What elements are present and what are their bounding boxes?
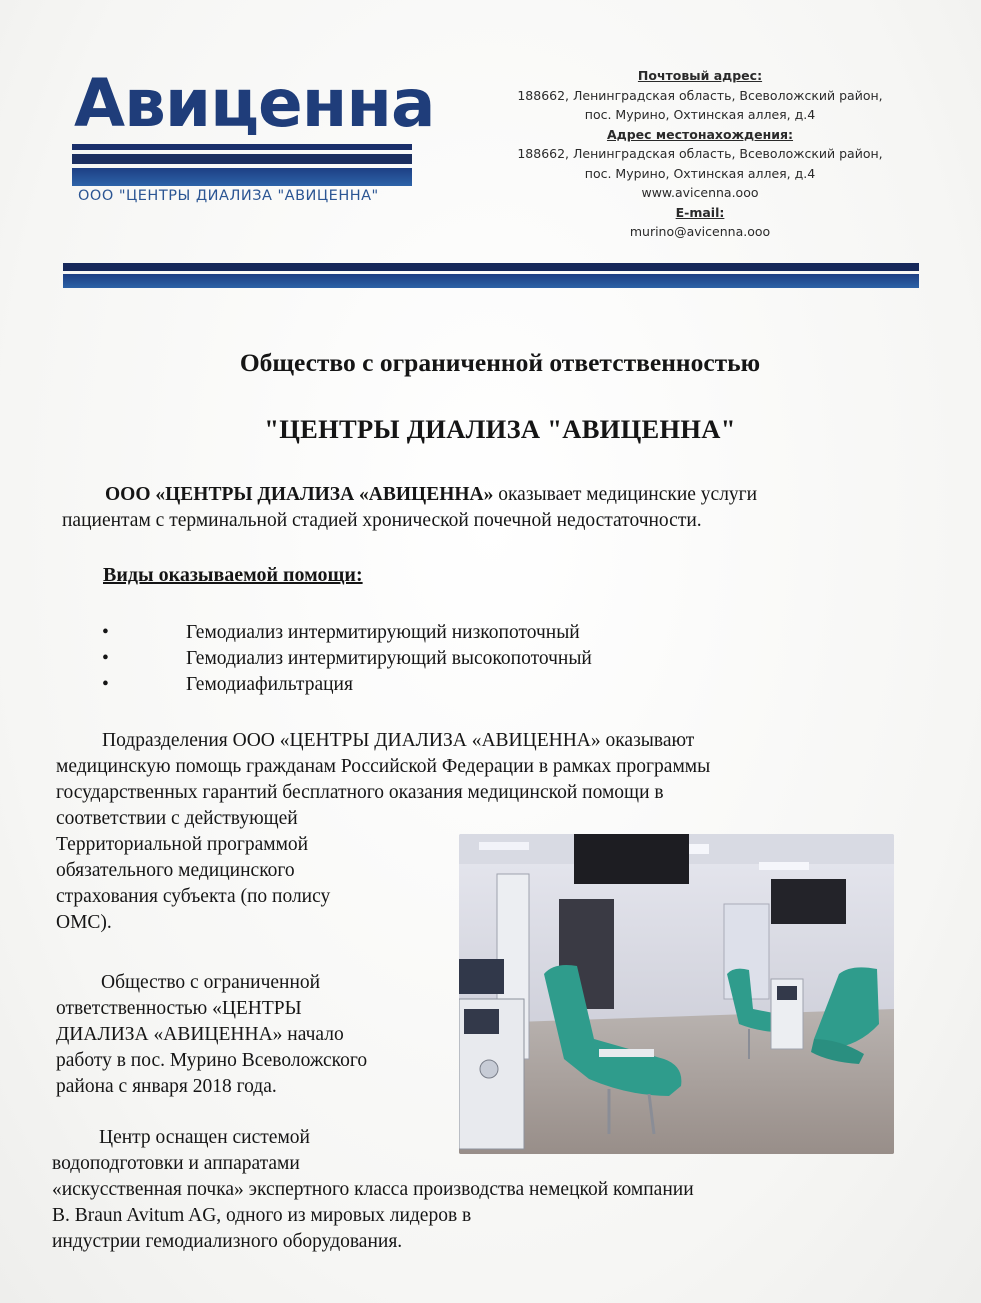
logo-stripe [72, 144, 412, 150]
paragraph-line: B. Braun Avitum AG, одного из мировых лидеров в [52, 1205, 472, 1226]
tv-screen [771, 879, 846, 924]
header-rule [63, 274, 919, 288]
paragraph-line: Территориальной программой [56, 834, 309, 855]
services-heading: Виды оказываемой помощи: [103, 564, 363, 586]
machine-screen [464, 1009, 499, 1034]
postal-address-line: пос. Мурино, Охтинская аллея, д.4 [584, 107, 816, 122]
chair-table [599, 1049, 654, 1057]
intro-line [105, 482, 757, 508]
paragraph-line: ДИАЛИЗА «АВИЦЕННА» начало [56, 1024, 344, 1045]
email-link[interactable]: murino@avicenna.ooo [629, 224, 771, 239]
paragraph-line: индустрии гемодиализного оборудования. [52, 1231, 403, 1252]
bullet-icon: • [102, 674, 109, 695]
ceiling-light [479, 842, 529, 850]
list-item [100, 620, 592, 646]
paragraph-line: ответственностью «ЦЕНТРЫ [56, 998, 302, 1019]
machine-pump [480, 1060, 498, 1078]
bullet-icon: • [102, 622, 109, 643]
document-title: Общество с ограниченной ответственностью [239, 348, 761, 377]
company-logo [64, 65, 435, 216]
website-link[interactable]: www.avicenna.ooo [641, 185, 759, 200]
intro-company-name: ООО «ЦЕНТРЫ ДИАЛИЗА «АВИЦЕННА» [105, 484, 494, 505]
location-address-label: Адрес местонахождения: [606, 126, 794, 142]
postal-address-line: 188662, Ленинградская область, Всеволожский район, [517, 87, 883, 103]
paragraph-line: водоподготовки и аппаратами [52, 1153, 300, 1174]
location-address-line: 188662, Ленинградская область, Всеволожский район, [517, 146, 883, 161]
paragraph-line: медицинскую помощь гражданам Российской Федерации в рамках программы [56, 756, 711, 777]
paragraph-line: «искусственная почка» экспертного класса производства немецкой компании [52, 1179, 694, 1200]
location-address-line: пос. Мурино, Охтинская аллея, д.4 [584, 165, 816, 181]
dialysis-room-illustration [459, 834, 894, 1154]
logo-stripe [72, 154, 412, 164]
machine-screen [777, 986, 797, 1000]
intro-line: пациентам с терминальной стадией хронической почечной недостаточности. [62, 510, 702, 531]
paragraph-line: Центр оснащен системой [99, 1127, 310, 1148]
service-text: Гемодиализ интермитирующий низкопоточный [186, 622, 580, 643]
paragraph-line: работу в пос. Мурино Всеволожского [56, 1050, 368, 1071]
paragraph-line: района с января 2018 года. [56, 1076, 277, 1097]
postal-address-label: Почтовый адрес: [637, 68, 763, 83]
machine-screen [459, 959, 504, 994]
intro-text: оказывает медицинские услуги [493, 484, 758, 505]
header-rule [63, 263, 919, 271]
paragraph-line: соответствии с действующей [56, 808, 298, 829]
logo-stripe [72, 168, 412, 186]
logo-subtitle: ООО "ЦЕНТРЫ ДИАЛИЗА "АВИЦЕННА" [78, 188, 379, 204]
paragraph-line: ОМС). [56, 912, 112, 933]
tv-screen [574, 834, 689, 884]
paragraph-line: Подразделения ООО «ЦЕНТРЫ ДИАЛИЗА «АВИЦЕННА» оказывают [102, 730, 695, 751]
bullet-icon: • [102, 648, 109, 669]
service-text: Гемодиализ интермитирующий высокопоточный [186, 648, 592, 669]
paragraph-line: Общество с ограниченной [101, 972, 321, 993]
services-list [100, 620, 592, 698]
service-text: Гемодиафильтрация [186, 674, 353, 695]
paragraph-line: государственных гарантий бесплатного оказания медицинской помощи в [56, 782, 664, 803]
logo-wordmark: Авиценна [74, 65, 435, 142]
contact-block [500, 66, 900, 242]
paragraph-line: страхования субъекта (по полису [56, 886, 331, 907]
document-company-name: "ЦЕНТРЫ ДИАЛИЗА "АВИЦЕННА" [264, 414, 736, 444]
list-item [100, 672, 592, 698]
list-item [100, 646, 592, 672]
ceiling-light [759, 862, 809, 870]
dialysis-room-photo [459, 834, 894, 1154]
paragraph-line: обязательного медицинского [56, 860, 295, 881]
email-label: E-mail: [675, 204, 725, 220]
